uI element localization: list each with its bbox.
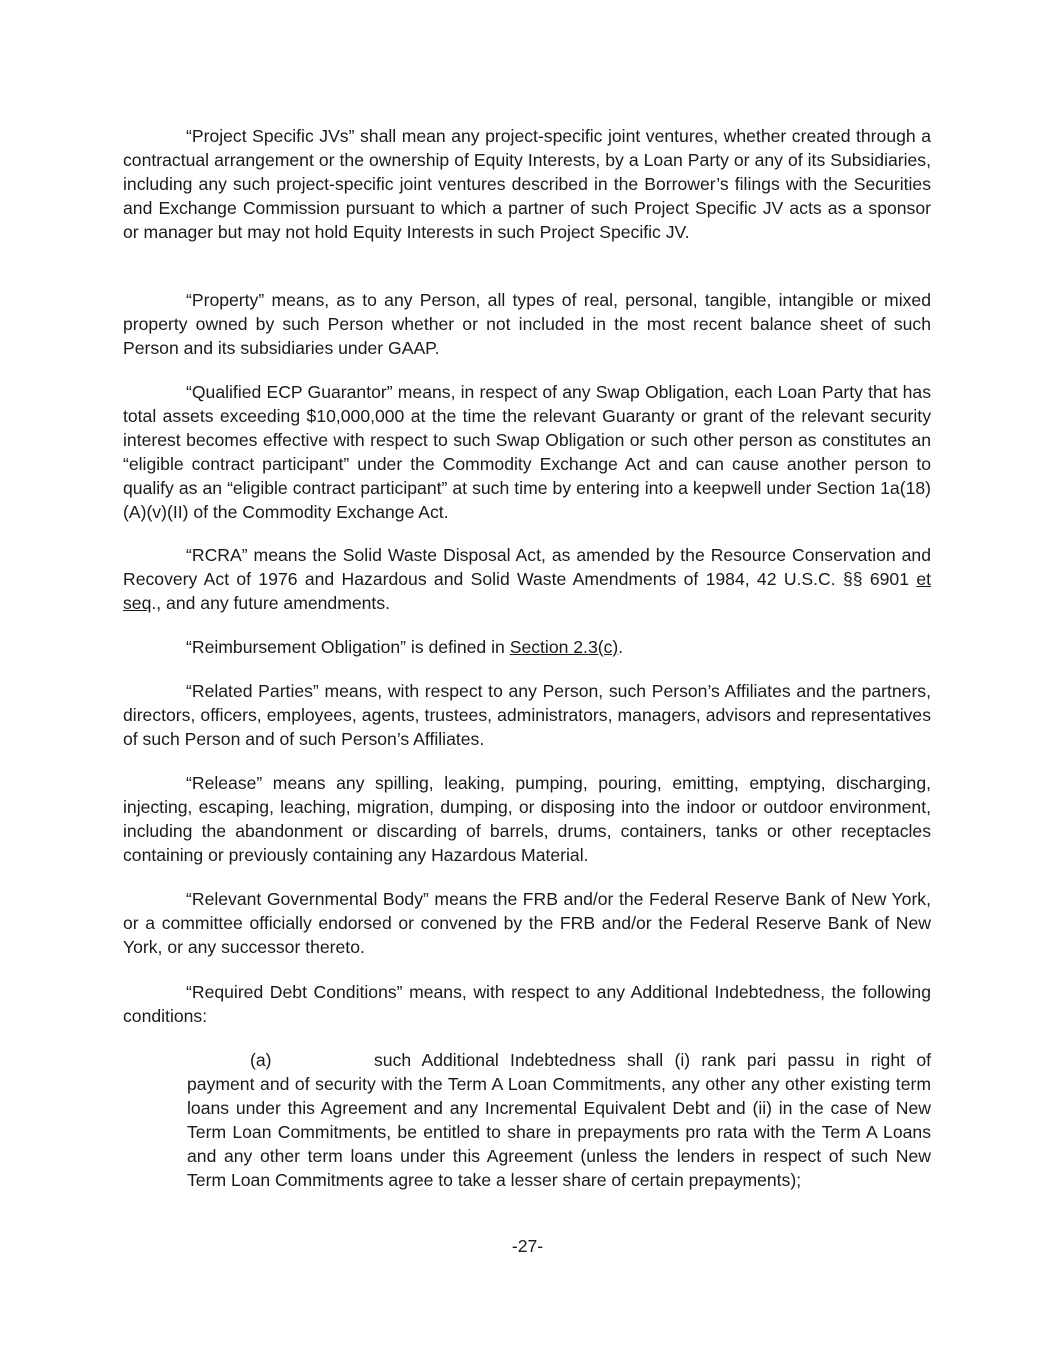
subclause-label: (a) bbox=[250, 1050, 272, 1070]
definition-required-debt-conditions bbox=[123, 980, 931, 1028]
definition-text-end: . bbox=[618, 637, 624, 657]
defined-term: “Required Debt Conditions” bbox=[186, 982, 403, 1002]
definition-relevant-governmental-body bbox=[123, 887, 931, 959]
definition-text-end: ., and any future amendments. bbox=[151, 593, 391, 613]
subclause-text: such Additional Indebtedness shall (i) rank pari passu in right of payment and of security with the Term A Loan Commitments, any other any other existing term loans under this Agreement and any Incremental Equivalent Debt and (ii) in the case of New Term Loan Commitments, be entitled to share in prepayments pro rata with the Term A Loans and any other term loans under this Agreement (unless the lenders in respect of such New Term Loan Commitments agree to take a lesser share of certain prepayments); bbox=[187, 1050, 931, 1190]
definition-qualified-ecp-guarantor bbox=[123, 380, 931, 524]
defined-term: “Reimbursement Obligation” bbox=[186, 637, 407, 657]
definition-text: means, with respect to any Additional Indebtedness, the following conditions: bbox=[123, 982, 932, 1026]
definition-reimbursement-obligation bbox=[123, 635, 931, 659]
page-number: -27- bbox=[511, 1236, 544, 1256]
latin-seq: seq bbox=[123, 593, 152, 613]
defined-term: “Relevant Governmental Body” bbox=[186, 889, 429, 909]
definition-text: is defined in bbox=[406, 637, 510, 657]
definition-text: means the Solid Waste Disposal Act, as amended by the Resource Conservation and Recovery Act of 1976 and Hazardous and Solid Waste Amendments of 1984, 42 U.S.C. §§ 6901 bbox=[123, 545, 931, 589]
definition-property bbox=[123, 288, 931, 360]
definition-text: means any spilling, leaking, pumping, pouring, emitting, emptying, discharging, injecting, escaping, leaching, migration, dumping, or disposing into the indoor or outdoor environment, including the abandonment or discarding of barrels, drums, containers, tanks or other receptacles containing or previously containing any Hazardous Material. bbox=[123, 773, 931, 865]
definition-text: means, in respect of any Swap Obligation, each Loan Party that has total assets exceeding $10,000,000 at the time the relevant Guaranty or grant of the relevant security interest becomes effective with respect to such Swap Obligation or such other person as constitutes an “eligible contract participant” under the Commodity Exchange Act and can cause another person to qualify as an “eligible contract participant” at such time by entering into a keepwell under Section 1a(18)(A)(v)(II) of the Commodity Exchange Act. bbox=[123, 382, 932, 522]
defined-term: “Related Parties” bbox=[186, 681, 319, 701]
definition-text: means, as to any Person, all types of real, personal, tangible, intangible or mixed property owned by such Person whether or not included in the most recent balance sheet of such Person and its subsidiaries under GAAP. bbox=[123, 290, 931, 358]
definition-text: shall mean any project-specific joint ventures, whether created through a contractual arrangement or the ownership of Equity Interests, by a Loan Party or any of its Subsidiaries, including any such project-specific joint ventures described in the Borrower’s filings with the Securities and Exchange Commission pursuant to which a partner of such Project Specific JV acts as a sponsor or manager but may not hold Equity Interests in such Project Specific JV. bbox=[123, 126, 931, 242]
defined-term: “RCRA” bbox=[186, 545, 248, 565]
defined-term: “Project Specific JVs” bbox=[186, 126, 355, 146]
section-reference-link[interactable]: Section 2.3(c) bbox=[509, 637, 619, 657]
definition-related-parties bbox=[123, 679, 931, 751]
defined-term: “Qualified ECP Guarantor” bbox=[186, 382, 393, 402]
definition-text: means the FRB and/or the Federal Reserve Bank of New York, or a committee officially endorsed or convened by the FRB and/or the Federal Reserve Bank of New York, or any successor thereto. bbox=[123, 889, 931, 957]
defined-term: “Property” bbox=[186, 290, 265, 310]
definition-release bbox=[123, 771, 931, 867]
latin-et: et bbox=[916, 569, 931, 589]
definition-project-specific-jvs bbox=[123, 124, 931, 244]
defined-term: “Release” bbox=[186, 773, 263, 793]
definition-text: means, with respect to any Person, such Person’s Affiliates and the partners, directors, officers, employees, agents, trustees, administrators, managers, advisors and representatives of such Person and of such Person’s Affiliates. bbox=[123, 681, 931, 749]
definition-rcra bbox=[123, 543, 931, 615]
subclause-a bbox=[187, 1048, 931, 1192]
